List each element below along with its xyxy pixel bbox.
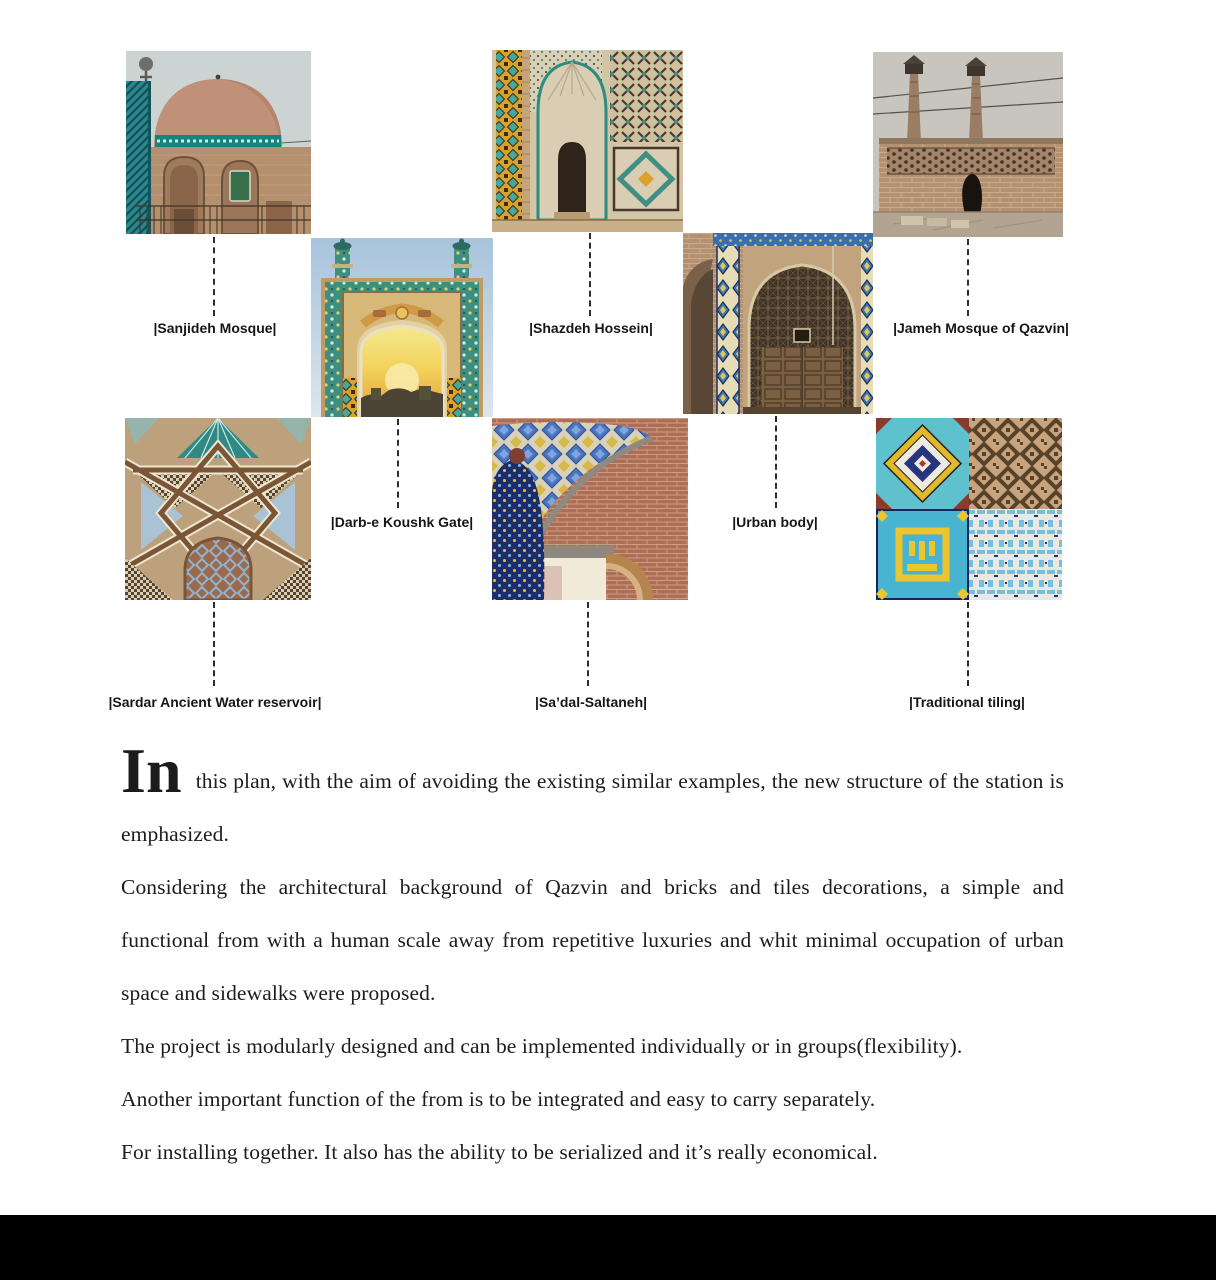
footer-black-bar [0,1215,1216,1280]
caption-darb-e-koushk: |Darb-e Koushk Gate| [330,514,474,530]
connector-jameh [967,239,969,316]
photo-jameh-mosque [873,52,1063,237]
connector-sanjideh [213,237,215,316]
drop-cap: In [121,735,182,806]
caption-sardar-reservoir: |Sardar Ancient Water reservoir| [108,694,322,710]
sanjideh-mosque-illustration [126,51,311,234]
photo-sanjideh-mosque [126,51,311,234]
darb-e-koushk-illustration [311,238,493,417]
paragraph-5: For installing together. It also has the ability to be serialized and it’s really economical. [121,1140,878,1164]
connector-darb [397,419,399,508]
shazdeh-hossein-illustration [492,50,683,232]
paragraph-2: Considering the architectural background of Qazvin and bricks and tiles decorations, a simple and functional from with a human scale away from repetitive luxuries and whit minimal occupation of urban space and sidewalks were proposed. [121,875,1064,1005]
paragraph-4: Another important function of the from is to be integrated and easy to carry separately. [121,1087,876,1111]
photo-shazdeh-hossein [492,50,683,232]
sardar-reservoir-illustration [125,418,311,600]
photo-darb-e-koushk [311,238,493,417]
traditional-tiling-illustration [876,418,1062,600]
photo-traditional-tiling [876,418,1062,600]
connector-urban [775,416,777,508]
photo-sardar-reservoir [125,418,311,600]
jameh-mosque-illustration [873,52,1063,237]
photo-sadal-saltaneh [492,418,688,600]
paragraph-1 [121,735,1064,861]
connector-sardar [213,602,215,686]
connector-sadal [587,602,589,686]
body-text [121,735,1064,1179]
caption-urban-body: |Urban body| [732,514,818,530]
connector-tiling [967,602,969,686]
caption-sadal-saltaneh: |Sa’dal-Saltaneh| [534,694,648,710]
connector-shazdeh [589,233,591,316]
sadal-saltaneh-illustration [492,418,688,600]
caption-jameh-mosque: |Jameh Mosque of Qazvin| [893,320,1069,336]
paragraph-1-text: this plan, with the aim of avoiding the existing similar examples, the new structure of the station is emphasized. [121,769,1064,846]
paragraph-3: The project is modularly designed and can be implemented individually or in groups(flexibility). [121,1034,963,1058]
caption-sanjideh-mosque: |Sanjideh Mosque| [153,320,277,336]
caption-traditional-tiling: |Traditional tiling| [909,694,1025,710]
urban-body-illustration [683,233,873,414]
caption-shazdeh-hossein: |Shazdeh Hossein| [529,320,653,336]
photo-urban-body [683,233,873,414]
